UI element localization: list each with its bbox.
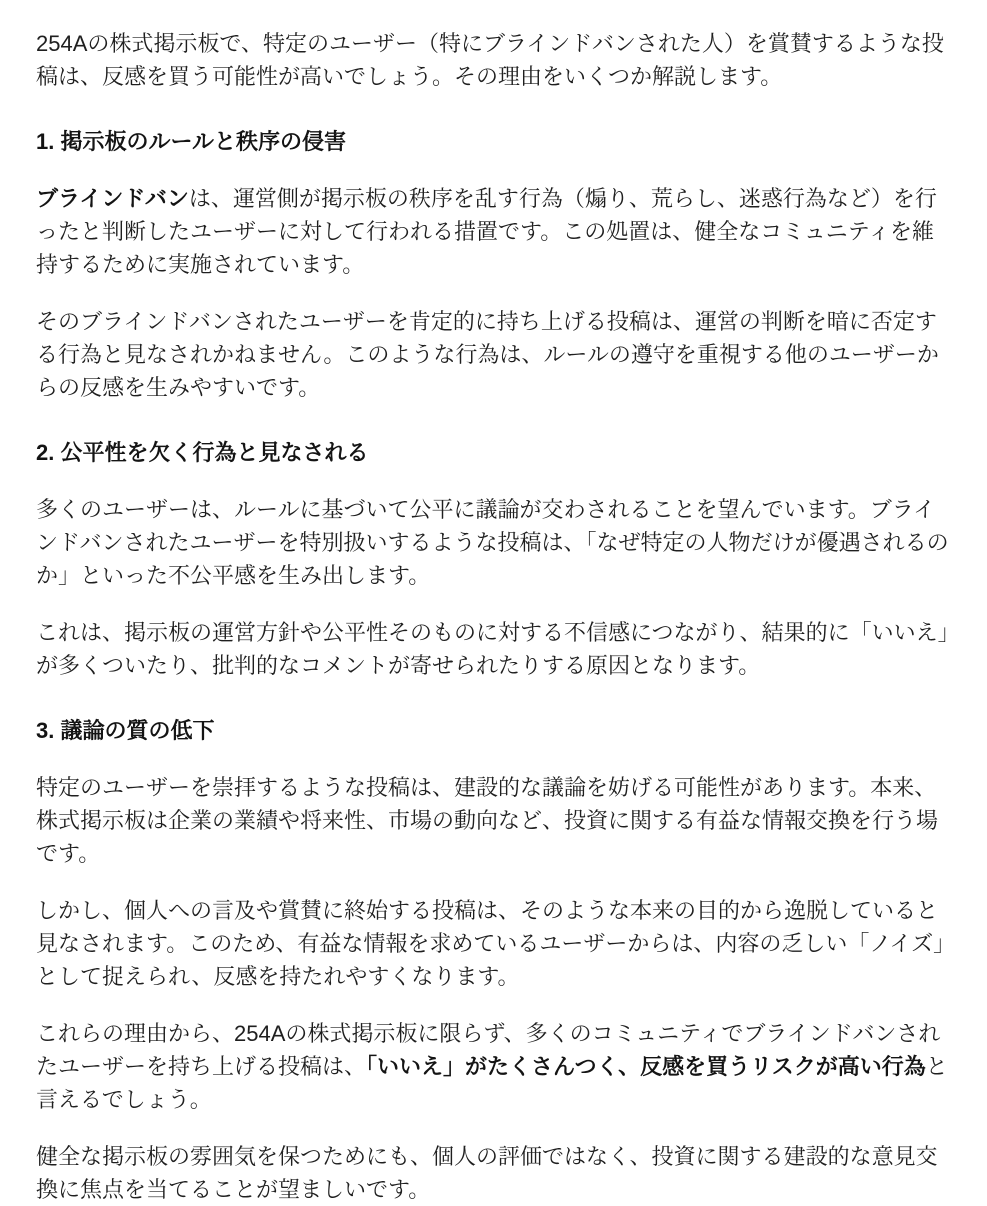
bold-text-segment: 「いいえ」がたくさんつく、反感を買うリスクが高い行為 (366, 1054, 926, 1079)
paragraph-blind-ban-definition (36, 182, 951, 281)
section-heading-3: 3. 議論の質の低下 (36, 718, 215, 743)
text-segment: 健全な掲示板の雰囲気を保つためにも、個人の評価ではなく、投資に関する建設的な意見交換に焦点を当てることが望ましいです。 (36, 1144, 938, 1202)
text-segment: は、運営側が掲示板の秩序を乱す行為（煽り、荒らし、迷惑行為など）を行ったと判断したユーザーに対して行われる措置です。この処置は、健全なコミュニティを維持するために実施されています。 (36, 186, 937, 277)
text-segment: これは、掲示板の運営方針や公平性そのものに対する不信感につながり、結果的に「いいえ」が多くついたり、批判的なコメントが寄せられたりする原因となります。 (36, 620, 949, 678)
bold-text-segment: ブラインドバン (36, 186, 189, 211)
paragraph-conclusion (36, 1017, 951, 1116)
paragraph-distrust (36, 616, 951, 682)
text-segment: 特定のユーザーを崇拝するような投稿は、建設的な議論を妨げる可能性があります。本来、株式掲示板は企業の業績や将来性、市場の動向など、投資に関する有益な情報交換を行う場です。 (36, 775, 939, 866)
text-segment: これらの理由から、254Aの株式掲示板に限らず、多くのコミュニティでブラインドバンされたユーザーを持ち上げる投稿は、 (36, 1021, 941, 1079)
paragraph-fairness (36, 493, 951, 592)
paragraph-recommendation (36, 1140, 951, 1206)
section-heading-1: 1. 掲示板のルールと秩序の侵害 (36, 129, 347, 154)
paragraph-discussion-quality (36, 771, 951, 870)
paragraph-noise (36, 894, 951, 993)
section-heading-2: 2. 公平性を欠く行為と見なされる (36, 440, 369, 465)
text-segment: 多くのユーザーは、ルールに基づいて公平に議論が交わされることを望んでいます。ブラインドバンされたユーザーを特別扱いするような投稿は、「なぜ特定の人物だけが優遇されるのか」といった不公平感を生み出します。 (36, 497, 949, 588)
text-segment: そのブラインドバンされたユーザーを肯定的に持ち上げる投稿は、運営の判断を暗に否定する行為と見なされかねません。このような行為は、ルールの遵守を重視する他のユーザーからの反感を生みやすいです。 (36, 309, 939, 400)
paragraph-rule-violation (36, 305, 951, 404)
text-segment: 254Aの株式掲示板で、特定のユーザー（特にブラインドバンされた人）を賞賛するような投稿は、反感を買う可能性が高いでしょう。その理由をいくつか解説します。 (36, 31, 944, 89)
text-segment: しかし、個人への言及や賞賛に終始する投稿は、そのような本来の目的から逸脱していると見なされます。このため、有益な情報を求めているユーザーからは、内容の乏しい「ノイズ」として捉えられ、反感を持たれやすくなります。 (36, 898, 945, 989)
intro-paragraph (36, 27, 951, 93)
text-segment: と言えるでしょう。 (36, 1054, 948, 1112)
